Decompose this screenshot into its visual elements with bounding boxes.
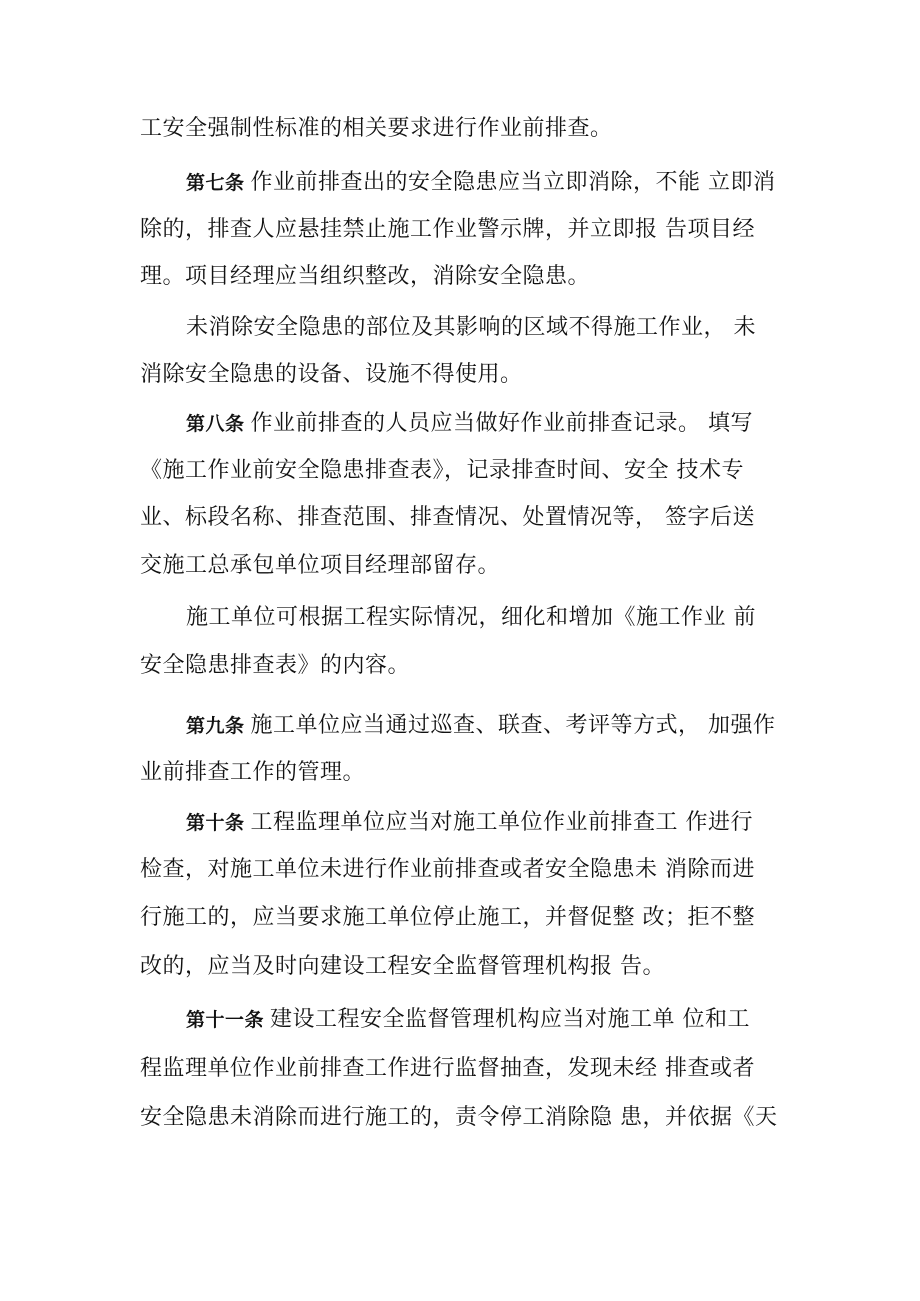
paragraph-line [186,711,782,741]
article-label: 第九条 [186,715,245,737]
line-text: 行施工的，应当要求施工单位停止施工，并督促整 改；拒不整 [140,905,755,930]
paragraph-line [140,114,782,144]
paragraph-line [186,808,782,838]
line-text: 改的，应当及时向建设工程安全监督管理机构报 告。 [140,954,665,979]
paragraph-line [140,758,782,788]
paragraph-line [140,1054,782,1084]
line-text: 安全隐患未消除而进行施工的，责令停工消除隐 患，并依据《天 [140,1105,778,1130]
paragraph-line [186,1005,782,1035]
paragraph-line [140,215,782,245]
line-text: 施工单位应当通过巡查、联查、考评等方式， 加强作 [250,713,776,738]
line-text: 作业前排查的人员应当做好作业前排查记录。 填写 [250,411,754,436]
paragraph-line [140,651,782,681]
line-text: 交施工总承包单位项目经理部留存。 [140,553,501,578]
line-text: 理。项目经理应当组织整改，消除安全隐患。 [140,264,591,289]
paragraph-line [140,903,782,933]
paragraph-line [140,456,782,486]
line-text: 建设工程安全监督管理机构应当对施工单 位和工 [270,1007,751,1032]
line-text: 施工单位可根据工程实际情况，细化和增加《施工作业 前 [186,605,756,630]
paragraph-line [140,952,782,982]
article-label: 第七条 [186,172,245,194]
line-text: 检查，对施工单位未进行作业前排查或者安全隐患未 消除而进 [140,857,755,882]
paragraph-line [140,262,782,292]
line-text: 工安全强制性标准的相关要求进行作业前排查。 [140,116,613,141]
paragraph-line [140,1103,782,1133]
paragraph-line [186,168,782,198]
line-text: 除的，排查人应悬挂禁止施工作业警示牌，并立即报 告项目经 [140,217,755,242]
paragraph-line [140,551,782,581]
line-text: 消除安全隐患的设备、设施不得使用。 [140,362,523,387]
line-text: 业前排查工作的管理。 [140,760,366,785]
line-text: 《施工作业前安全隐患排查表》，记录排查时间、安全 技术专 [140,458,744,483]
line-text: 工程监理单位应当对施工单位作业前排查工 作进行 [250,810,754,835]
line-text: 业、标段名称、排查范围、排查情况、处置情况等， 签字后送 [140,505,755,530]
paragraph-line [186,313,782,343]
line-text: 程监理单位作业前排查工作进行监督抽查，发现未经 排查或者 [140,1056,755,1081]
line-text: 安全隐患排查表》的内容。 [140,653,411,678]
paragraph-line [140,503,782,533]
paragraph-line [186,603,782,633]
paragraph-line [186,409,782,439]
paragraph-line [140,855,782,885]
line-text: 作业前排查出的安全隐患应当立即消除，不能 立即消 [250,170,776,195]
article-label: 第十一条 [186,1009,265,1031]
line-text: 未消除安全隐患的部位及其影响的区域不得施工作业， 未 [186,315,756,340]
article-label: 第八条 [186,413,245,435]
article-label: 第十条 [186,812,245,834]
paragraph-line [140,360,782,390]
